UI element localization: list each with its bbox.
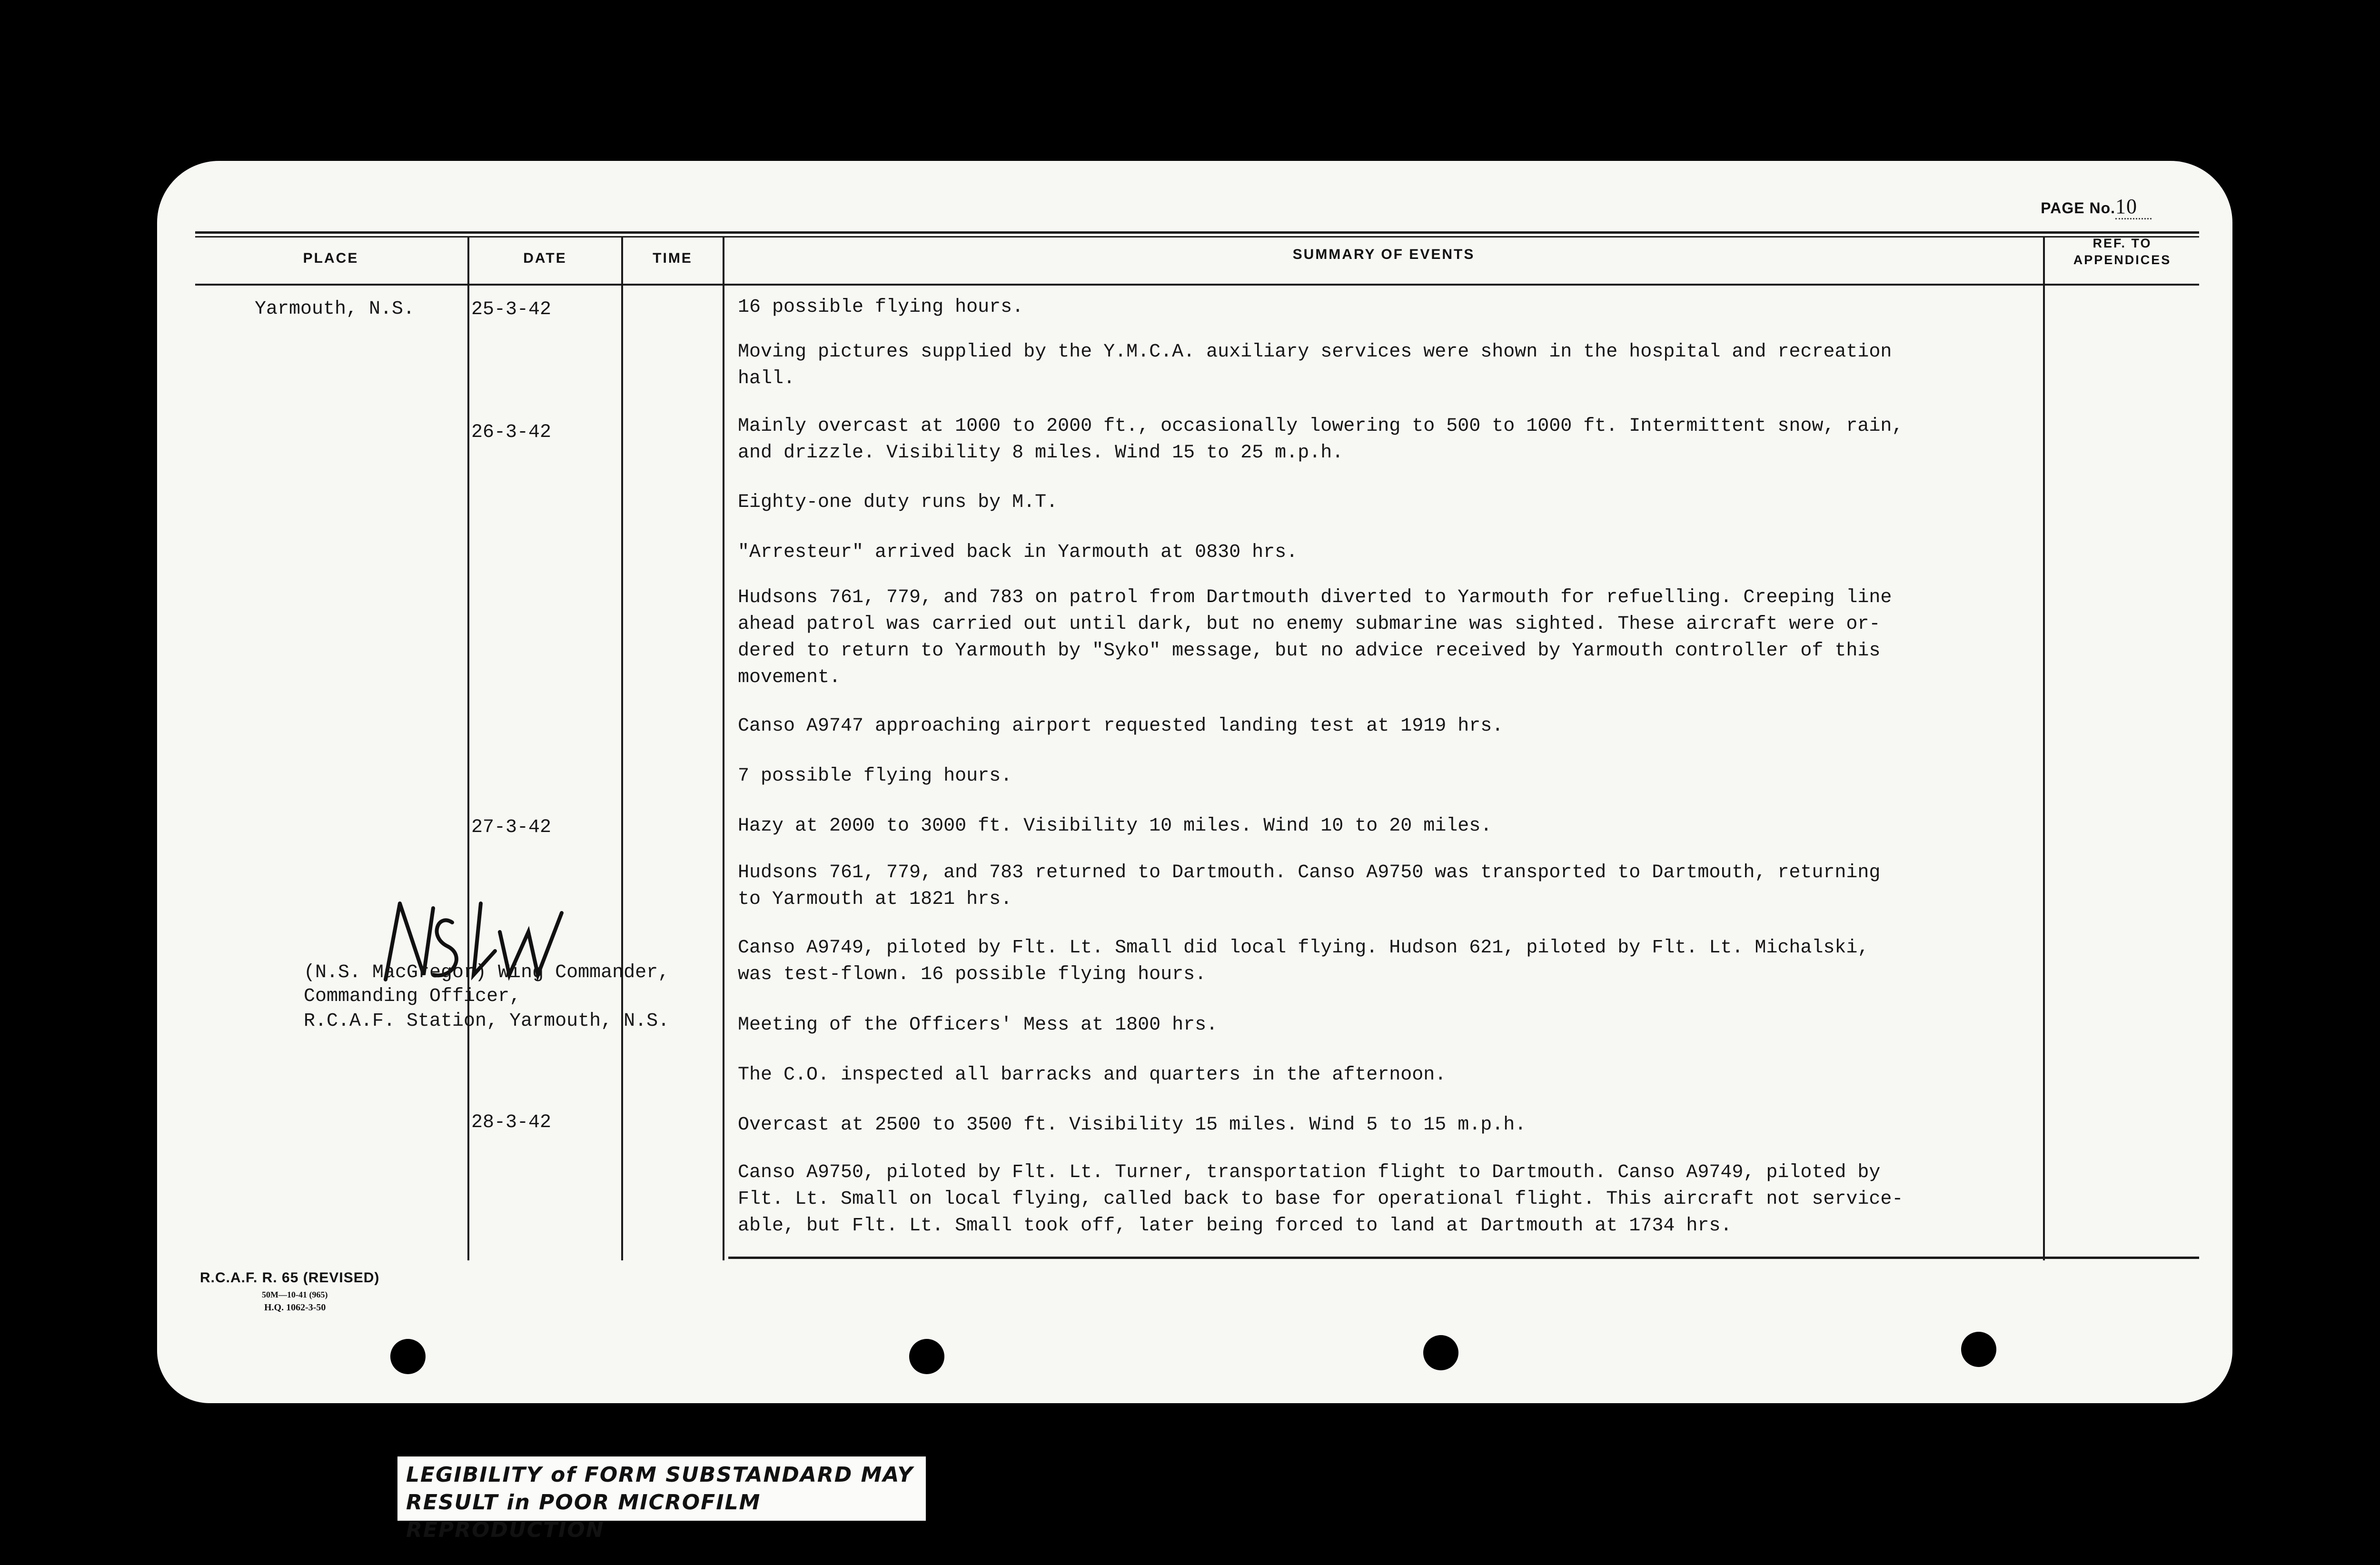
divider-time-summary bbox=[723, 237, 724, 1260]
header-top-rule-2 bbox=[195, 236, 2199, 238]
summary-entry: Hudsons 761, 779, and 783 on patrol from Dartmouth diverted to Yarmouth for refuelling. Creeping line ahead patrol was carried out until dark, but no enemy submarine was sighted. These aircraft were or- dered to return to Yarmouth by "Syko" message, but no advice received by Yarmouth controller of this movement. bbox=[738, 587, 1892, 688]
form-id-line-3: H.Q. 1062-3-50 bbox=[264, 1302, 326, 1313]
date-entry-1: 25-3-42 bbox=[471, 299, 552, 320]
signature-line-2: Commanding Officer, bbox=[304, 986, 521, 1007]
column-date: DATE bbox=[523, 250, 567, 266]
place-value: Yarmouth, N.S. bbox=[255, 298, 415, 320]
divider-place-date bbox=[467, 237, 469, 1260]
notice-line-1: LEGIBILITY of FORM SUBSTANDARD MAY bbox=[406, 1463, 914, 1487]
divider-date-time bbox=[621, 237, 623, 1260]
summary-entry: Hudsons 761, 779, and 783 returned to Dartmouth. Canso A9750 was transported to Dartmouth, returning to Yarmouth at 1821 hrs. bbox=[738, 862, 1881, 910]
date-entry-4: 28-3-42 bbox=[471, 1112, 552, 1133]
page-number-label: PAGE No. bbox=[2041, 199, 2115, 217]
punch-hole bbox=[909, 1339, 944, 1374]
page-number-value: 10 bbox=[2115, 195, 2152, 219]
signature-line-3: R.C.A.F. Station, Yarmouth, N.S. bbox=[304, 1010, 670, 1032]
summary-entry: Hazy at 2000 to 3000 ft. Visibility 10 miles. Wind 10 to 20 miles. bbox=[738, 815, 1492, 837]
header-bottom-rule bbox=[195, 284, 2199, 286]
column-place: PLACE bbox=[303, 250, 359, 266]
summary-entry: 16 possible flying hours. bbox=[738, 297, 1024, 318]
summary-entry: Meeting of the Officers' Mess at 1800 hrs. bbox=[738, 1014, 1218, 1036]
summary-entry: 7 possible flying hours. bbox=[738, 765, 1012, 787]
date-entry-3: 27-3-42 bbox=[471, 817, 552, 838]
signature-line-1: (N.S. MacGregor) Wing Commander, bbox=[304, 962, 670, 983]
column-ref-line1: REF. TO bbox=[2092, 236, 2152, 250]
footer-rule bbox=[728, 1257, 2199, 1259]
form-id-line-2: 50M—10-41 (965) bbox=[262, 1290, 328, 1299]
column-time: TIME bbox=[653, 250, 693, 266]
header-top-rule bbox=[195, 231, 2199, 234]
summary-entry: Canso A9749, piloted by Flt. Lt. Small did local flying. Hudson 621, piloted by Flt. Lt. Michalski, was test-flown. 16 possible flying hours. bbox=[738, 937, 1869, 985]
column-summary: SUMMARY OF EVENTS bbox=[1292, 247, 1475, 262]
punch-hole bbox=[390, 1339, 426, 1374]
punch-hole bbox=[1961, 1332, 1996, 1367]
column-ref-line2: APPENDICES bbox=[2073, 253, 2172, 267]
summary-entry: Canso A9750, piloted by Flt. Lt. Turner, transportation flight to Dartmouth. Canso A9749, piloted by Flt. Lt. Small on local flying, called back to base for operational flight. This aircraft not service- able, but Flt. Lt. Small took off, later being forced to land at Dartmouth at 1734 hrs. bbox=[738, 1162, 1904, 1237]
form-id-line-1: R.C.A.F. R. 65 (REVISED) bbox=[200, 1270, 380, 1286]
date-entry-2: 26-3-42 bbox=[471, 422, 552, 443]
summary-entry: Overcast at 2500 to 3500 ft. Visibility 15 miles. Wind 5 to 15 m.p.h. bbox=[738, 1114, 1527, 1136]
summary-entry: "Arresteur" arrived back in Yarmouth at 0830 hrs. bbox=[738, 542, 1298, 563]
notice-line-2: RESULT in POOR MICROFILM REPRODUCTION bbox=[406, 1490, 761, 1542]
punch-hole bbox=[1423, 1335, 1458, 1370]
summary-entry: Eighty-one duty runs by M.T. bbox=[738, 492, 1058, 513]
log-card bbox=[157, 161, 2232, 1403]
summary-entry: Moving pictures supplied by the Y.M.C.A. auxiliary services were shown in the hospital and recreation hall. bbox=[738, 341, 1892, 389]
summary-entry: The C.O. inspected all barracks and quarters in the afternoon. bbox=[738, 1064, 1447, 1086]
microfilm-legibility-notice bbox=[397, 1456, 926, 1542]
summary-entry: Canso A9747 approaching airport requested landing test at 1919 hrs. bbox=[738, 715, 1504, 737]
summary-entry: Mainly overcast at 1000 to 2000 ft., occasionally lowering to 500 to 1000 ft. Intermittent snow, rain, and drizzle. Visibility 8 miles. Wind 15 to 25 m.p.h. bbox=[738, 416, 1904, 464]
page-number bbox=[2041, 194, 2152, 218]
